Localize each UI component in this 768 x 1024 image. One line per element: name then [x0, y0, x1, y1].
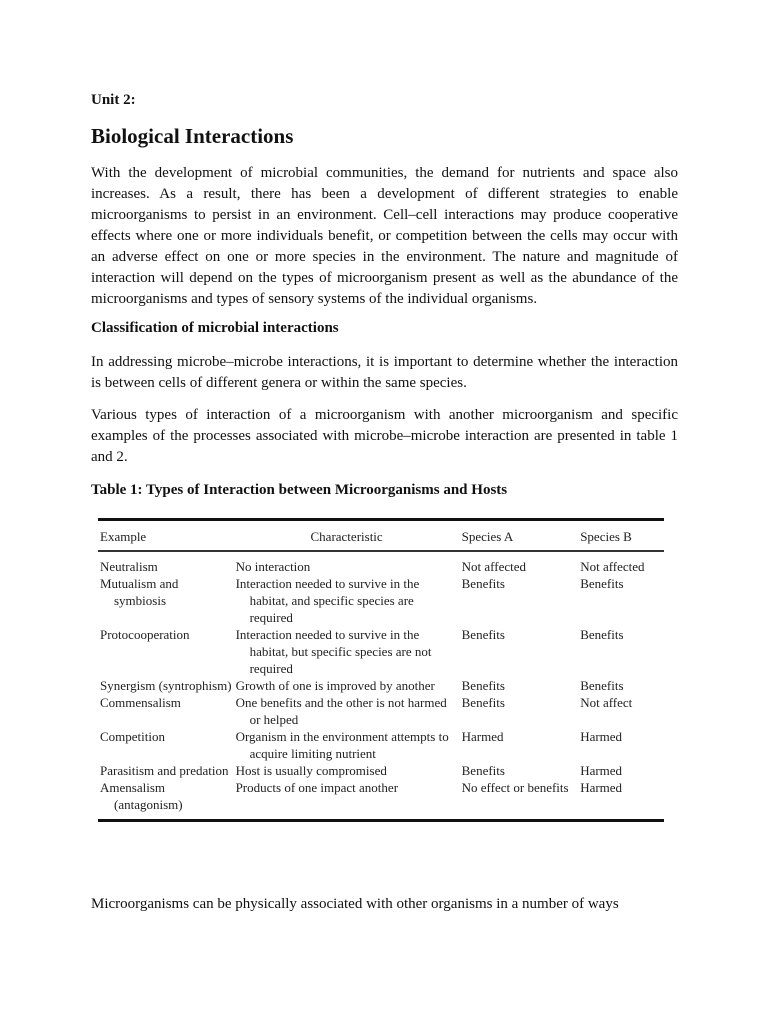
cell-characteristic: One benefits and the other is not harmed or helped	[235, 695, 447, 727]
cell-example: Competition	[100, 729, 165, 744]
unit-label: Unit 2:	[91, 92, 136, 108]
header-species-a: Species A	[460, 520, 579, 552]
cell-example: Protocooperation	[100, 627, 190, 642]
cell-example: Commensalism	[100, 695, 181, 710]
cell-species-a: Benefits	[461, 695, 505, 710]
cell-species-a: Benefits	[461, 576, 505, 591]
table-row	[98, 551, 664, 575]
cell-characteristic: No interaction	[235, 559, 311, 574]
header-species-b: Species B	[578, 520, 664, 552]
cell-species-a: Benefits	[461, 627, 505, 642]
cell-characteristic: Interaction needed to survive in the habitat, and specific species are required	[235, 576, 420, 625]
cell-species-b: Harmed	[580, 729, 623, 744]
header-example: Example	[98, 520, 234, 552]
cell-example: Mutualism and symbiosis	[100, 576, 179, 608]
cell-species-a: Benefits	[461, 678, 505, 693]
cell-species-b: Benefits	[580, 627, 624, 642]
cell-example: Parasitism and predation	[100, 763, 229, 778]
header-characteristic: Characteristic	[234, 520, 460, 552]
cell-characteristic: Organism in the environment attempts to acquire limiting nutrient	[235, 729, 449, 761]
cell-example: Amensalism (antagonism)	[100, 780, 183, 812]
table-row	[98, 575, 664, 626]
table-row	[98, 728, 664, 762]
interaction-table-container	[98, 518, 664, 822]
table-row	[98, 779, 664, 821]
table-caption: Table 1: Types of Interaction between Microorganisms and Hosts	[91, 482, 508, 498]
classification-paragraph: In addressing microbe–microbe interactions, it is important to determine whether the interaction is between cells of different genera or within the same species.	[91, 354, 678, 391]
cell-example: Synergism (syntrophism)	[100, 678, 232, 693]
cell-species-b: Harmed	[580, 763, 623, 778]
cell-characteristic: Host is usually compromised	[235, 763, 387, 778]
table-row	[98, 626, 664, 677]
cell-species-b: Not affect	[580, 695, 633, 710]
cell-example: Neutralism	[100, 559, 158, 574]
cell-species-b: Benefits	[580, 576, 624, 591]
cell-characteristic: Growth of one is improved by another	[235, 678, 435, 693]
types-paragraph: Various types of interaction of a microorganism with another microorganism and specific examples of the processes associated with microbe–microbe interaction are presented in table 1 and 2.	[91, 407, 678, 465]
cell-species-b: Not affected	[580, 559, 645, 574]
cell-species-b: Benefits	[580, 678, 624, 693]
cell-species-a: Harmed	[461, 729, 504, 744]
cell-species-b: Harmed	[580, 780, 623, 795]
intro-paragraph: With the development of microbial communities, the demand for nutrients and space also increases. As a result, there has been a development of different strategies to enable microorganisms to persist in an environment. Cell–cell interactions may produce cooperative effects where one or more individuals benefit, or competition between the cells may occur with an adverse effect on one or more species in the environment. The nature and magnitude of interaction will depend on the types of microorganism present as well as the abundance of the microorganisms and types of sensory systems of the individual organisms.	[91, 165, 678, 307]
table-row	[98, 677, 664, 694]
cell-species-a: No effect or benefits	[461, 780, 569, 795]
page-title: Biological Interactions	[91, 124, 294, 148]
cell-species-a: Benefits	[461, 763, 505, 778]
cell-characteristic: Interaction needed to survive in the habitat, but specific species are not required	[235, 627, 432, 676]
closing-paragraph: Microorganisms can be physically associated with other organisms in a number of ways	[91, 896, 619, 912]
cell-characteristic: Products of one impact another	[235, 780, 399, 795]
table-row	[98, 762, 664, 779]
cell-species-a: Not affected	[461, 559, 526, 574]
table-row	[98, 694, 664, 728]
section-heading: Classification of microbial interactions	[91, 320, 339, 336]
table-header-row	[98, 520, 664, 552]
interaction-table	[98, 518, 664, 822]
